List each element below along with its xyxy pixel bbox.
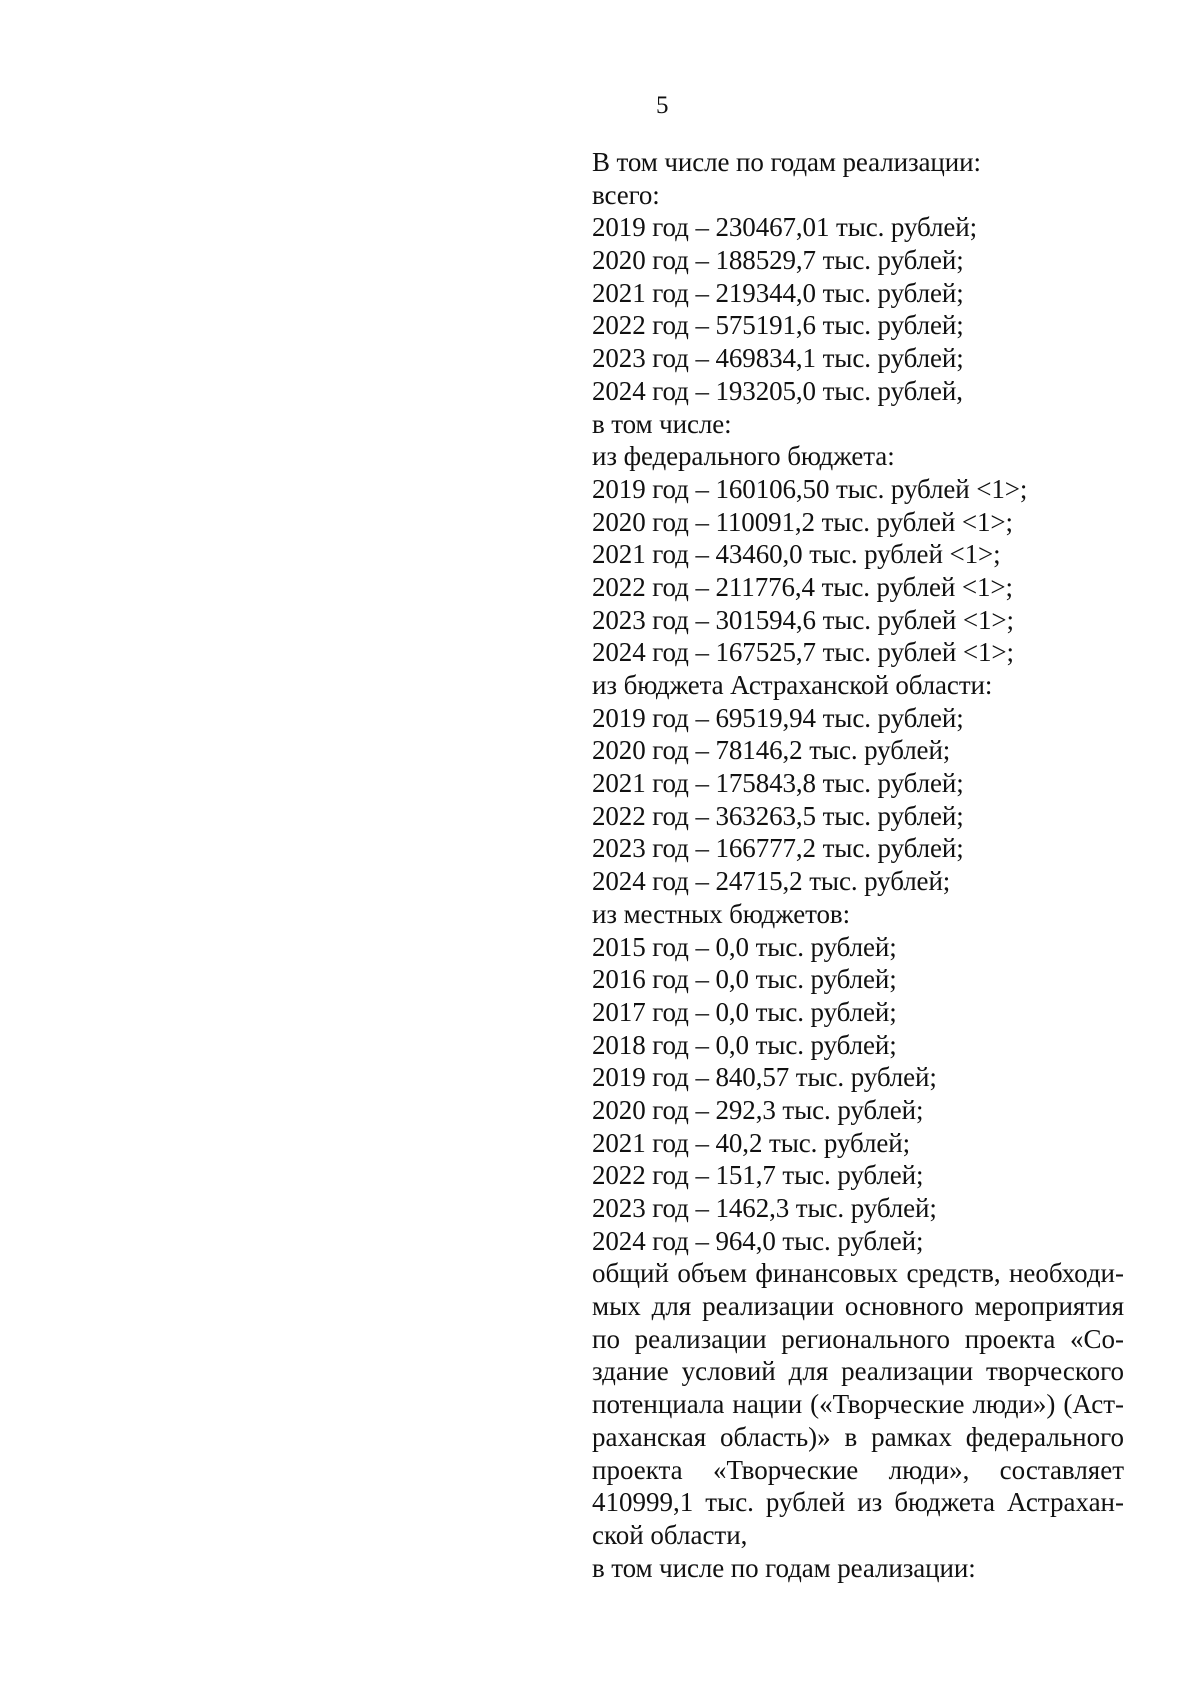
list-item: 2022 год – 211776,4 тыс. рублей <1>; bbox=[592, 571, 1013, 602]
local-heading: из местных бюджетов: bbox=[592, 898, 850, 929]
local-list bbox=[592, 931, 1124, 1258]
regional-list bbox=[592, 702, 1124, 898]
closing-line: в том числе по годам реализации: bbox=[592, 1552, 976, 1583]
intro-line: В том числе по годам реализации: bbox=[592, 147, 981, 177]
list-item: 2018 год – 0,0 тыс. рублей; bbox=[592, 1029, 897, 1060]
regional-heading: из бюджета Астраханской области: bbox=[592, 670, 993, 700]
list-item: 2022 год – 151,7 тыс. рублей; bbox=[592, 1160, 924, 1191]
list-item: 2021 год – 219344,0 тыс. рублей; bbox=[592, 277, 964, 308]
list-item: 2024 год – 167525,7 тыс. рублей <1>; bbox=[592, 637, 1014, 668]
list-item: 2023 год – 469834,1 тыс. рублей; bbox=[592, 343, 964, 374]
list-item: 2023 год – 301594,6 тыс. рублей <1>; bbox=[592, 604, 1014, 635]
total-heading: всего: bbox=[592, 179, 660, 210]
list-item: 2020 год – 188529,7 тыс. рублей; bbox=[592, 245, 964, 276]
federal-list bbox=[592, 473, 1124, 669]
paragraph-line: ской области, bbox=[592, 1519, 748, 1550]
list-item: 2020 год – 110091,2 тыс. рублей <1>; bbox=[592, 506, 1013, 537]
list-item: 2021 год – 43460,0 тыс. рублей <1>; bbox=[592, 539, 1001, 570]
list-item: 2020 год – 292,3 тыс. рублей; bbox=[592, 1094, 924, 1125]
paragraph-line: раханская область)» в рамках федерального bbox=[592, 1421, 1124, 1452]
list-item: 2021 год – 175843,8 тыс. рублей; bbox=[592, 768, 964, 799]
list-item: 2021 год – 40,2 тыс. рублей; bbox=[592, 1127, 910, 1158]
list-item: 2019 год – 160106,50 тыс. рублей <1>; bbox=[592, 473, 1028, 504]
page-content bbox=[592, 146, 1124, 1584]
paragraph-line: 410999,1 тыс. рублей из бюджета Астрахан- bbox=[592, 1487, 1124, 1518]
financing-paragraph bbox=[592, 1257, 1124, 1551]
list-item: 2019 год – 230467,01 тыс. рублей; bbox=[592, 212, 977, 243]
list-item: 2017 год – 0,0 тыс. рублей; bbox=[592, 996, 897, 1027]
list-item: 2019 год – 840,57 тыс. рублей; bbox=[592, 1062, 937, 1093]
list-item: 2022 год – 363263,5 тыс. рублей; bbox=[592, 800, 964, 831]
paragraph-line: здание условий для реализации творческого bbox=[592, 1356, 1124, 1387]
page-number: 5 bbox=[656, 92, 669, 119]
list-item: 2022 год – 575191,6 тыс. рублей; bbox=[592, 310, 964, 341]
list-item: 2024 год – 24715,2 тыс. рублей; bbox=[592, 866, 951, 897]
list-item: 2024 год – 964,0 тыс. рублей; bbox=[592, 1225, 924, 1256]
including-line: в том числе: bbox=[592, 408, 732, 439]
paragraph-line: общий объем финансовых средств, необходи- bbox=[592, 1258, 1124, 1289]
total-list bbox=[592, 211, 1124, 407]
list-item: 2016 год – 0,0 тыс. рублей; bbox=[592, 964, 897, 995]
list-item: 2019 год – 69519,94 тыс. рублей; bbox=[592, 702, 964, 733]
paragraph-line: по реализации регионального проекта «Со- bbox=[592, 1323, 1124, 1354]
list-item: 2023 год – 1462,3 тыс. рублей; bbox=[592, 1193, 937, 1223]
paragraph-line: проекта «Творческие люди», составляет bbox=[592, 1454, 1124, 1485]
list-item: 2020 год – 78146,2 тыс. рублей; bbox=[592, 735, 951, 766]
paragraph-line: мых для реализации основного мероприятия bbox=[592, 1291, 1124, 1322]
paragraph-line: потенциала нации («Творческие люди») (Аст- bbox=[592, 1389, 1124, 1420]
federal-heading: из федерального бюджета: bbox=[592, 441, 895, 472]
list-item: 2023 год – 166777,2 тыс. рублей; bbox=[592, 833, 964, 864]
list-item: 2024 год – 193205,0 тыс. рублей, bbox=[592, 375, 963, 406]
list-item: 2015 год – 0,0 тыс. рублей; bbox=[592, 931, 897, 962]
